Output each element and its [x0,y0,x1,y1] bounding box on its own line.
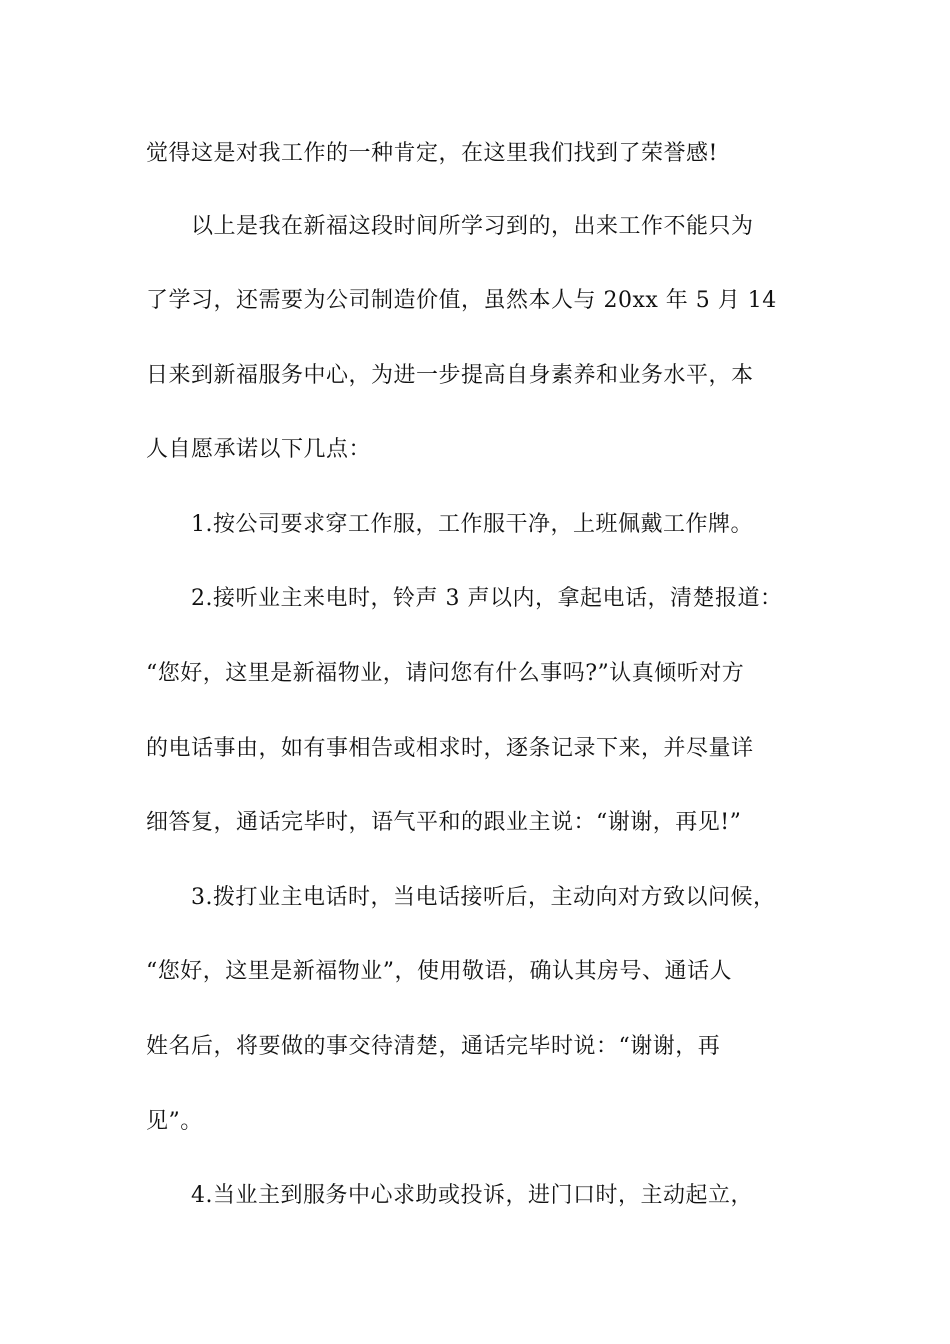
list-item-3-line: 3.拨打业主电话时，当电话接听后，主动向对方致以问候， [191,885,776,910]
text-line: 觉得这是对我工作的一种肯定，在这里我们找到了荣誉感! [146,141,718,166]
text-line: 了学习，还需要为公司制造价值，虽然本人与 20xx 年 5 月 14 [146,288,777,313]
list-item-2-line: 2.接听业主来电时，铃声 3 声以内，拿起电话，清楚报道： [191,586,783,611]
text-line: 的电话事由，如有事相告或相求时，逐条记录下来，并尽量详 [146,736,754,761]
list-item-1-line: 1.按公司要求穿工作服，工作服干净，上班佩戴工作牌。 [191,512,753,537]
text-line: 人自愿承诺以下几点： [146,437,372,462]
paragraph-start-line: 以上是我在新福这段时间所学习到的，出来工作不能只为 [191,214,754,239]
text-line: 细答复，通话完毕时，语气平和的跟业主说：“谢谢，再见!” [146,810,742,835]
text-line: 见”。 [146,1109,203,1134]
list-item-4-line: 4.当业主到服务中心求助或投诉，进门口时，主动起立， [191,1183,753,1208]
text-line: 日来到新福服务中心，为进一步提高自身素养和业务水平，本 [146,363,754,388]
text-line: 姓名后，将要做的事交待清楚，通话完毕时说：“谢谢，再 [146,1034,721,1059]
text-line: “您好，这里是新福物业，请问您有什么事吗?”认真倾听对方 [146,661,745,686]
text-line: “您好，这里是新福物业”，使用敬语，确认其房号、通话人 [146,959,732,984]
